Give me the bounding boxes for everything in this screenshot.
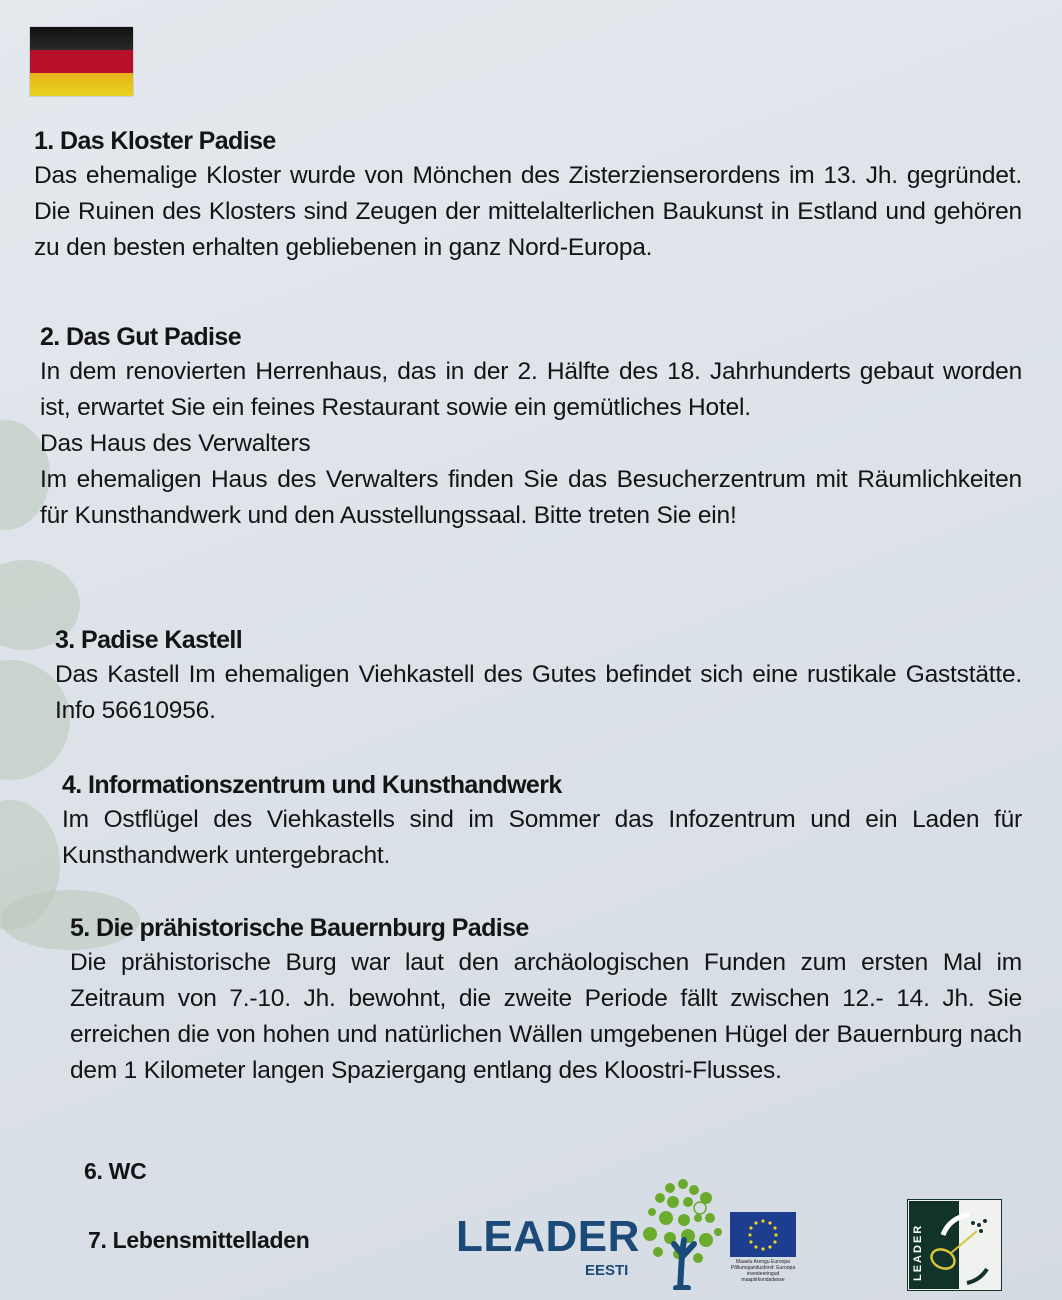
section-kloster [34, 126, 1022, 266]
section-title: 2. Das Gut Padise [40, 323, 241, 351]
section-bauernburg [70, 913, 1022, 1089]
item-lebensmittelladen: 7. Lebensmittelladen [88, 1227, 310, 1253]
section-title: 3. Padise Kastell [55, 626, 243, 654]
leader-emblem-icon [907, 1199, 1002, 1291]
item-wc: 6. WC [84, 1158, 147, 1184]
section-kastell [55, 625, 1022, 729]
leader-eesti-logo-text: LEADER [456, 1212, 640, 1261]
section-text: Im Ostflügel des Viehkastells sind im Sommer das Infozentrum und ein Laden für Kunsthandwerk untergebracht. [62, 806, 1022, 869]
svg-text:LEADER: LEADER [912, 1223, 924, 1281]
eu-fund-caption: Maaelu Arengu Euroopa Põllumajandusfond: Euroopa investeeringud maapiirkondadesse [730, 1259, 796, 1283]
section-text: Im ehemaligen Haus des Verwalters finden Sie das Besucherzentrum mit Räumlichkeiten für Kunsthandwerk und den Ausstellungssaal. Bitte treten Sie ein! [40, 466, 1022, 529]
section-gut [40, 322, 1022, 534]
german-flag-icon [30, 27, 133, 96]
section-title: 4. Informationszentrum und Kunsthandwerk [62, 771, 562, 799]
section-title: 1. Das Kloster Padise [34, 127, 276, 155]
section-text: Die prähistorische Burg war laut den archäologischen Funden zum ersten Mal im Zeitraum von 7.-10. Jh. bewohnt, die zweite Periode fällt zwischen 12.- 14. Jh. Sie erreichen die von hohen und natürlichen Wällen umgebenen Hügel der Bauernburg nach dem 1 Kilometer langen Spaziergang entlang des Kloostri-Flusses. [70, 949, 1022, 1084]
leader-tree-icon [640, 1178, 726, 1290]
eu-flag-icon [730, 1212, 796, 1257]
section-title: 5. Die prähistorische Bauernburg Padise [70, 914, 529, 942]
leader-eesti-subtitle: EESTI [585, 1262, 629, 1279]
section-infozentrum [62, 770, 1022, 874]
section-text: Das Kastell Im ehemaligen Viehkastell des Gutes befindet sich eine rustikale Gaststätte. Info 56610956. [55, 661, 1022, 724]
subheading-verwalter: Das Haus des Verwalters [40, 430, 311, 457]
section-text: Das ehemalige Kloster wurde von Mönchen des Zisterzienserordens im 13. Jh. gegründet. Die Ruinen des Klosters sind Zeugen der mittelalterlichen Baukunst in Estland und gehören zu den besten erhalten gebliebenen in ganz Nord-Europa. [34, 162, 1022, 261]
section-text: In dem renovierten Herrenhaus, das in der 2. Hälfte des 18. Jahrhunderts gebaut worden ist, erwartet Sie ein feines Restaurant sowie ein gemütliches Hotel. [40, 358, 1022, 421]
